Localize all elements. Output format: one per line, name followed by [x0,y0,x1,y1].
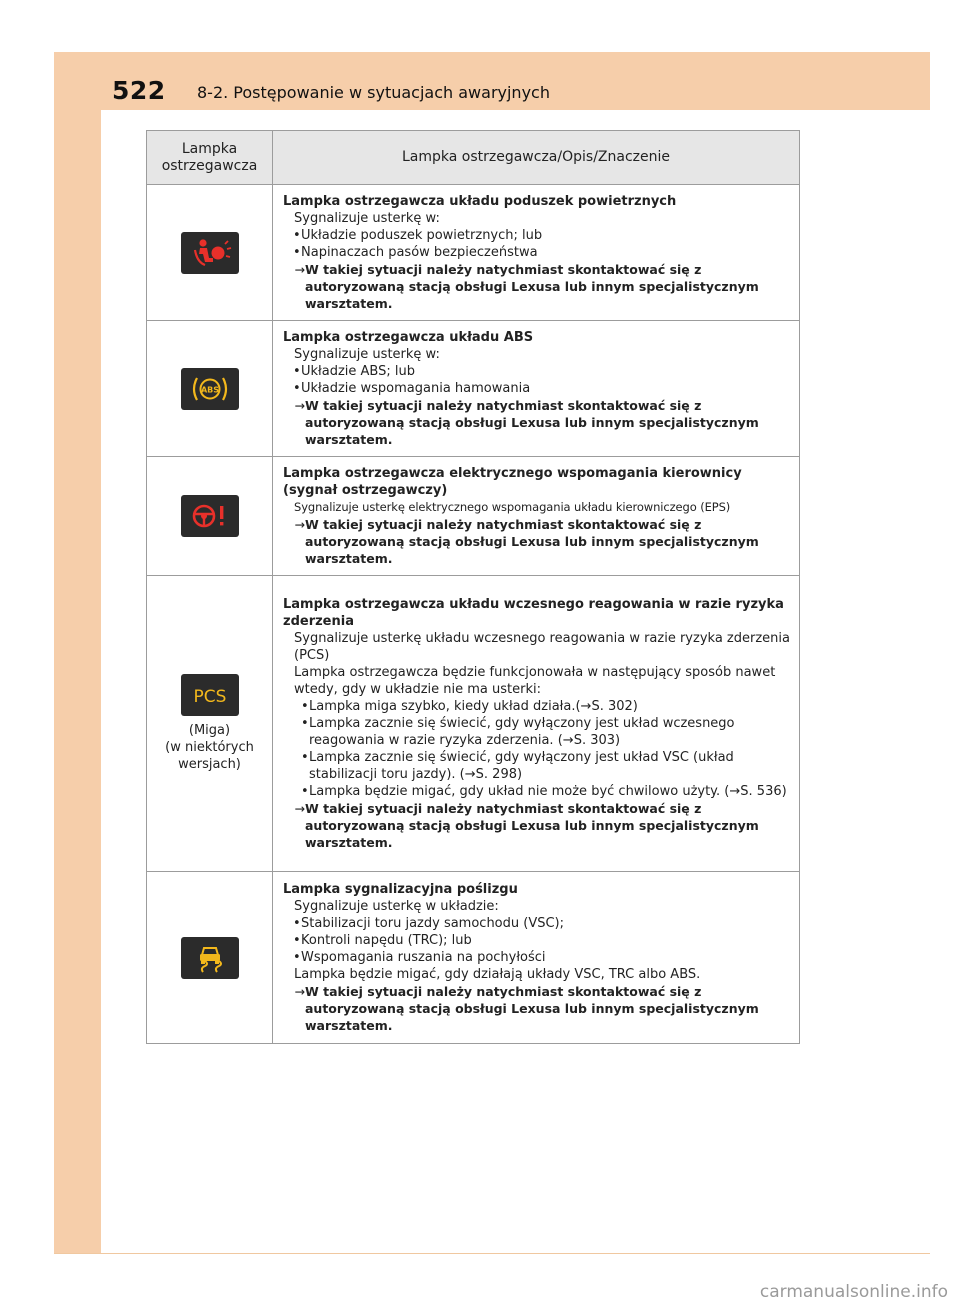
col-header-lamp: Lampka ostrzegawcza [147,131,273,185]
row-intro: Sygnalizuje usterkę w układzie: [294,899,499,914]
description-cell [273,321,800,457]
pcs-warning-icon [181,674,239,716]
bottom-divider [54,1253,930,1254]
arrow-icon: → [464,767,476,782]
list-item: •Lampka zacznie się świecić, gdy wyłączony jest układ VSC (układ stabilizacji toru jazdy). (→S. 298) [301,750,734,782]
svg-text:ABS: ABS [200,385,219,394]
lamp-cell [147,185,273,321]
abs-warning-icon [181,368,239,410]
table-row [147,321,800,457]
list-item: •Wspomagania ruszania na pochyłości [293,950,546,965]
row-title: Lampka sygnalizacyjna poślizgu [283,882,518,897]
slip-indicator-icon [181,937,239,979]
table-row [147,872,800,1044]
table-header-row [147,131,800,185]
description-cell [273,457,800,576]
action-note: →W takiej sytuacji należy natychmiast skontaktować się z autoryzowaną stacją obsługi Lexusa lub innym specjalistycznym warsztatem. [283,516,795,567]
row-title: Lampka ostrzegawcza układu wczesnego reagowania w razie ryzyka zderzenia [283,597,784,629]
list-item: •Kontroli napędu (TRC); lub [293,933,472,948]
table-row [147,185,800,321]
list-item: •Napinaczach pasów bezpieczeństwa [293,245,538,260]
arrow-icon: → [562,733,574,748]
row-intro: Sygnalizuje usterkę w: [294,211,440,226]
section-title: 8-2. Postępowanie w sytuacjach awaryjnych [197,83,550,102]
row-title: Lampka ostrzegawcza elektrycznego wspomagania kierownicy (sygnał ostrzegawczy) [283,466,742,498]
arrow-icon: → [729,784,741,799]
arrow-icon: → [294,398,305,413]
row-intro: Sygnalizuje usterkę układu wczesnego reagowania w razie ryzyka zderzenia (PCS) [294,631,790,663]
list-item: •Lampka zacznie się świecić, gdy wyłączony jest układ wczesnego reagowania w razie ryzyka zderzenia. (→S. 303) [301,716,735,748]
action-note: →W takiej sytuacji należy natychmiast skontaktować się z autoryzowaną stacją obsługi Lexusa lub innym specjalistycznym warsztatem. [283,983,795,1034]
list-item: •Układzie wspomagania hamowania [293,381,531,396]
list-item: •Układzie ABS; lub [293,364,415,379]
description-cell [273,576,800,872]
action-note: →W takiej sytuacji należy natychmiast skontaktować się z autoryzowaną stacją obsługi Lexusa lub innym specjalistycznym warsztatem. [283,800,795,851]
list-item: •Lampka miga szybko, kiedy układ działa.(→S. 302) [301,699,638,714]
row-title: Lampka ostrzegawcza układu ABS [283,330,534,345]
lamp-cell [147,457,273,576]
table-row [147,576,800,872]
side-strip [54,52,101,1253]
col-header-description: Lampka ostrzegawcza/Opis/Znaczenie [273,131,800,185]
arrow-icon: → [294,262,305,277]
arrow-icon: → [294,517,305,532]
action-note: →W takiej sytuacji należy natychmiast skontaktować się z autoryzowaną stacją obsługi Lexusa lub innym specjalistycznym warsztatem. [283,261,795,312]
page-number: 522 [112,76,166,105]
row-intro-2: Lampka ostrzegawcza będzie funkcjonowała w następujący sposób nawet wtedy, gdy w układzie nie ma usterki: [294,665,776,697]
row-intro: Sygnalizuje usterkę w: [294,347,440,362]
lamp-cell [147,872,273,1044]
warning-lamp-table [146,130,800,1044]
list-item: •Lampka będzie migać, gdy układ nie może być chwilowo użyty. (→S. 536) [301,784,787,799]
arrow-icon: → [580,699,592,714]
arrow-icon: → [294,984,305,999]
action-note: →W takiej sytuacji należy natychmiast skontaktować się z autoryzowaną stacją obsługi Lexusa lub innym specjalistycznym warsztatem. [283,397,795,448]
arrow-icon: → [294,801,305,816]
footer-brand: carmanualsonline.info [759,1282,948,1302]
row-intro: Sygnalizuje usterkę elektrycznego wspomagania układu kierowniczego (EPS) [294,500,731,514]
lamp-cell [147,321,273,457]
description-cell [273,185,800,321]
list-item: •Stabilizacji toru jazdy samochodu (VSC); [293,916,565,931]
lamp-caption: (Miga) (w niektórych wersjach) [165,723,254,772]
description-cell [273,872,800,1044]
svg-text:PCS: PCS [193,687,226,707]
steering-warning-icon [181,495,239,537]
list-item: •Układzie poduszek powietrznych; lub [293,228,543,243]
lamp-cell [147,576,273,872]
row-note: Lampka będzie migać, gdy działają układy VSC, TRC albo ABS. [294,967,701,982]
airbag-warning-icon [181,232,239,274]
row-title: Lampka ostrzegawcza układu poduszek powietrznych [283,194,677,209]
table-row [147,457,800,576]
